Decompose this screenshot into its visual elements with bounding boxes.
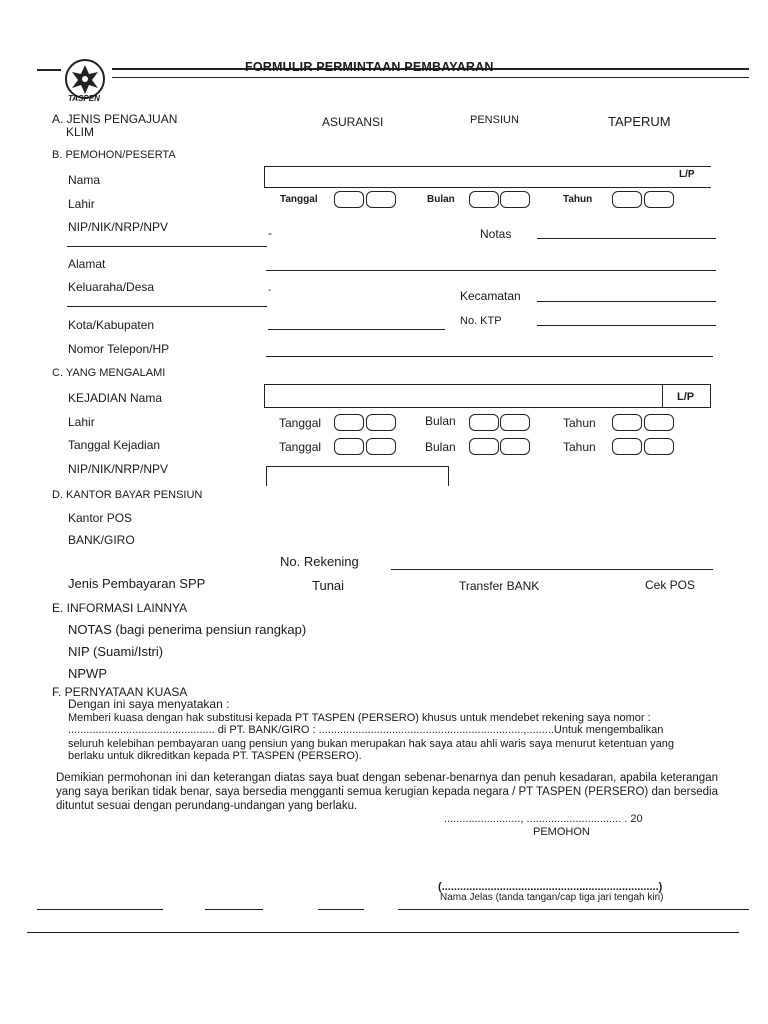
notas-line[interactable] (537, 238, 716, 239)
label-notas-rangkap: NOTAS (bagi penerima pensiun rangkap) (68, 622, 307, 637)
label-kejadian-nama: KEJADIAN Nama (68, 391, 163, 405)
tahun-box-2[interactable] (644, 191, 674, 208)
kelurahan-line[interactable] (67, 306, 267, 307)
signature-pemohon: PEMOHON (533, 826, 590, 838)
option-cek-pos[interactable]: Cek POS (645, 578, 696, 592)
label-nip: NIP/NIK/NRP/NPV (68, 220, 169, 234)
c-label-bulan-2: Bulan (425, 440, 456, 454)
c-label-lahir: Lahir (68, 415, 95, 429)
nip-dash: - (268, 226, 272, 240)
header-line-left (37, 69, 61, 71)
c-nip-field[interactable] (266, 466, 449, 486)
footer-line-2 (205, 909, 263, 910)
c-lp-divider (662, 384, 663, 408)
label-tanggal: Tanggal (280, 194, 318, 205)
label-nama: Nama (68, 173, 101, 187)
footer-line-3 (318, 909, 364, 910)
pernyataan-line-5: berlaku untuk dikreditkan kepada PT. TASPEN (PERSERO). (68, 750, 362, 762)
pernyataan-line-3: ................................................ di PT. BANK/GIRO : ...................................................................,.........Untuk mengembalikan (68, 724, 664, 736)
signature-name-line[interactable]: (.......................................................................) (438, 881, 663, 893)
section-e-label: E. INFORMASI LAINNYA (52, 601, 188, 615)
rekening-line[interactable] (391, 569, 713, 570)
pernyataan-line-4: seluruh kelebihan pembayaran uang pensiun yang bukan merupakan hak saya atau ahli waris saya menurut ketentuan yang (68, 738, 675, 750)
c-bulan2-box-1[interactable] (469, 438, 499, 455)
telepon-line[interactable] (266, 356, 713, 357)
c-label-tanggal-1: Tanggal (279, 416, 322, 430)
footer-line-bottom (27, 932, 739, 933)
footer-line-1 (37, 909, 163, 910)
bulan-box-2[interactable] (500, 191, 530, 208)
label-bulan: Bulan (427, 194, 455, 205)
tanggal-box-1[interactable] (334, 191, 364, 208)
c-lp-label: L/P (677, 391, 695, 403)
c-label-tahun-1: Tahun (563, 416, 596, 430)
label-kota: Kota/Kabupaten (68, 318, 155, 332)
section-c-label: C. YANG MENGALAMI (52, 367, 166, 379)
c-label-tanggal-2: Tanggal (279, 440, 322, 454)
c-tanggal-box-2[interactable] (366, 414, 396, 431)
declaration-text: Demikian permohonan ini dan keterangan diatas saya buat dengan sebenar-benarnya dan penuh kesadaran, apabila keterangan yang saya berikan tidak benar, saya bersedia mengganti semua kerugian kepada negara / PT TASPEN (PERSERO) dan bersedia dituntut sesuai dengan perundang-undangan yang berlaku. (56, 772, 718, 812)
label-alamat: Alamat (68, 257, 106, 271)
label-rekening: No. Rekening (280, 554, 359, 569)
c-label-bulan-1: Bulan (425, 414, 456, 428)
tanggal-box-2[interactable] (366, 191, 396, 208)
c-tanggal2-box-2[interactable] (366, 438, 396, 455)
footer-line-4 (398, 909, 749, 910)
c-tanggal2-box-1[interactable] (334, 438, 364, 455)
option-taperum[interactable]: TAPERUM (608, 114, 671, 129)
section-d-label: D. KANTOR BAYAR PENSIUN (52, 489, 203, 501)
option-pensiun[interactable]: PENSIUN (470, 114, 519, 126)
section-f-label: F. PERNYATAAN KUASA (52, 685, 188, 699)
section-a-sub: KLIM (66, 125, 95, 139)
label-bank-giro: BANK/GIRO (68, 533, 135, 547)
label-kantor-pos: Kantor POS (68, 511, 133, 525)
logo-text: TASPEN (68, 94, 100, 103)
header-line-under (112, 77, 749, 78)
signature-caption: Nama Jelas (tanda tangan/cap tiga jari tengah kiri) (440, 892, 664, 903)
bulan-box-1[interactable] (469, 191, 499, 208)
kecamatan-line[interactable] (537, 301, 716, 302)
c-label-tgl-kejadian: Tanggal Kejadian (68, 438, 161, 452)
label-kelurahan: Keluaraha/Desa (68, 280, 155, 294)
nama-field[interactable] (264, 166, 711, 188)
taspen-logo (58, 58, 112, 104)
label-lahir: Lahir (68, 197, 95, 211)
label-kecamatan: Kecamatan (460, 289, 521, 303)
section-a-label: A. JENIS PENGAJUAN (52, 112, 178, 126)
label-telepon: Nomor Telepon/HP (68, 342, 170, 356)
kelurahan-dash: - (268, 285, 272, 296)
tahun-box-1[interactable] (612, 191, 642, 208)
ktp-line[interactable] (537, 325, 716, 326)
label-npwp: NPWP (68, 666, 107, 681)
c-label-nip: NIP/NIK/NRP/NPV (68, 462, 169, 476)
option-transfer-bank[interactable]: Transfer BANK (459, 579, 540, 593)
c-bulan-box-1[interactable] (469, 414, 499, 431)
alamat-line[interactable] (266, 270, 716, 271)
label-ktp: No. KTP (460, 315, 502, 327)
c-tanggal-box-1[interactable] (334, 414, 364, 431)
c-bulan2-box-2[interactable] (500, 438, 530, 455)
kota-line[interactable] (268, 329, 445, 330)
pernyataan-line-1: Dengan ini saya menyatakan : (68, 697, 230, 711)
nip-line[interactable] (67, 246, 267, 247)
c-tahun-box-1[interactable] (612, 414, 642, 431)
pernyataan-line-2: Memberi kuasa dengan hak substitusi kepada PT TASPEN (PERSERO) khusus untuk mendebet rekening saya nomor : (68, 712, 651, 724)
c-label-tahun-2: Tahun (563, 440, 596, 454)
label-tahun: Tahun (563, 194, 593, 205)
label-notas: Notas (480, 227, 512, 241)
form-title: FORMULIR PERMINTAAN PEMBAYARAN (245, 60, 494, 74)
section-b-label: B. PEMOHON/PESERTA (52, 149, 176, 161)
label-jenis-pembayaran: Jenis Pembayaran SPP (68, 576, 206, 591)
c-tahun2-box-2[interactable] (644, 438, 674, 455)
lp-label: L/P (679, 169, 695, 180)
option-asuransi[interactable]: ASURANSI (322, 115, 384, 129)
c-tahun2-box-1[interactable] (612, 438, 642, 455)
signature-date-line[interactable]: ........................., ............................... . 20 (444, 813, 643, 825)
label-nip-suami: NIP (Suami/Istri) (68, 644, 164, 659)
c-tahun-box-2[interactable] (644, 414, 674, 431)
c-nama-field[interactable] (264, 384, 711, 408)
c-bulan-box-2[interactable] (500, 414, 530, 431)
option-tunai[interactable]: Tunai (312, 578, 345, 593)
